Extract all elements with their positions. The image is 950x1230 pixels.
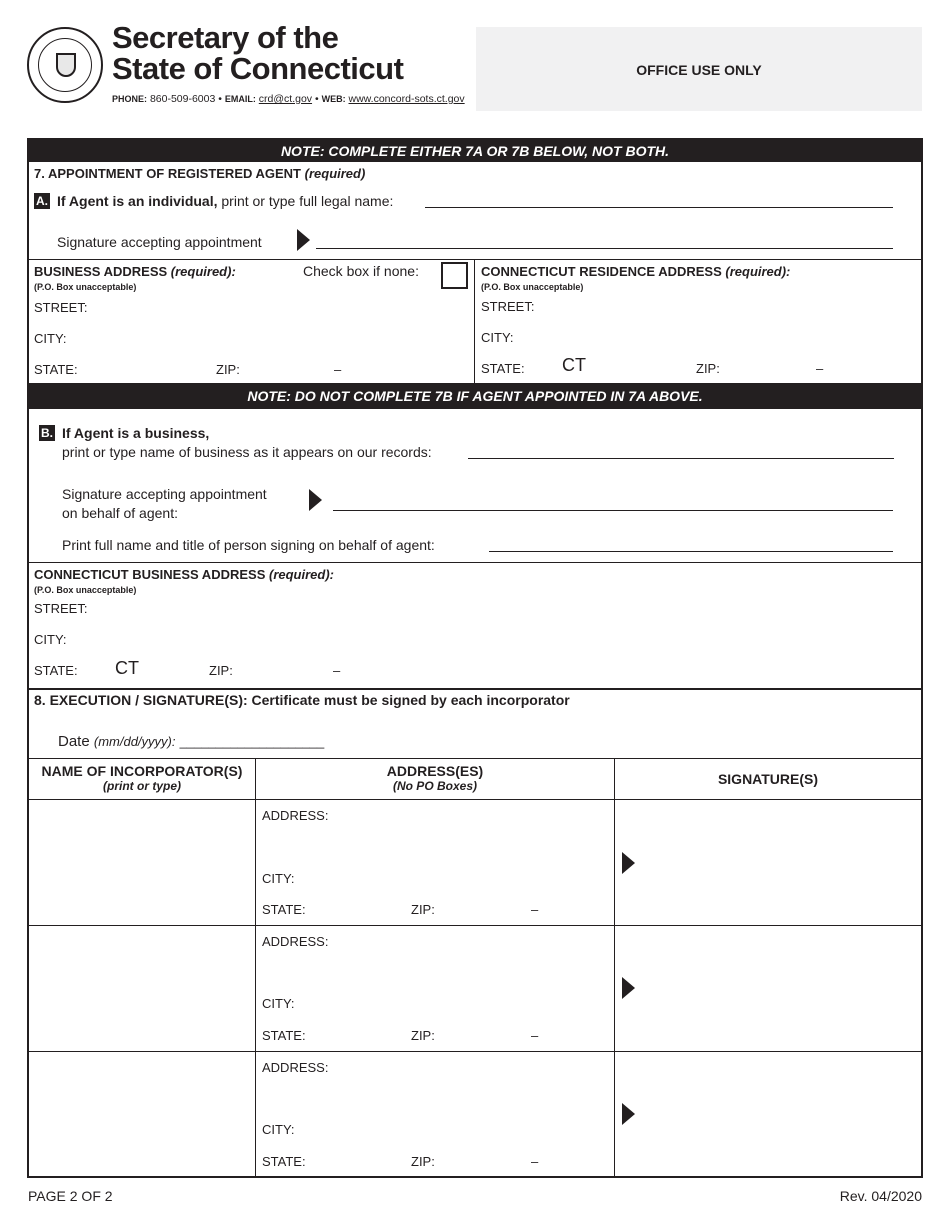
state-value-ct: CT bbox=[115, 658, 139, 678]
zip-label: ZIP: bbox=[216, 362, 240, 377]
address-label: ADDRESS: bbox=[262, 934, 329, 949]
section-a-badge: A. bbox=[36, 194, 48, 208]
web-link[interactable]: www.concord-sots.ct.gov bbox=[348, 93, 465, 105]
zip-dash: – bbox=[333, 663, 341, 678]
state-label: STATE: bbox=[34, 362, 78, 377]
city-label: CITY: bbox=[262, 1122, 295, 1137]
zip-label: ZIP: bbox=[411, 902, 435, 917]
revision-date: Rev. 04/2020 bbox=[839, 1188, 922, 1204]
signature-field-7a[interactable] bbox=[316, 248, 893, 249]
street-label: STREET: bbox=[481, 299, 535, 314]
state-value-ct: CT bbox=[562, 355, 586, 375]
contact-info: PHONE: 860-509-6003 • EMAIL: crd@ct.gov • WEB: www.concord-sots.ct.gov bbox=[112, 93, 465, 105]
street-label: STREET: bbox=[34, 601, 88, 616]
email-link[interactable]: crd@ct.gov bbox=[258, 93, 313, 105]
signature-label-7b: Signature accepting appointment bbox=[62, 486, 267, 502]
page-title: Secretary of the State of Connecticut bbox=[112, 20, 404, 86]
state-seal-logo bbox=[27, 27, 103, 103]
zip-dash: – bbox=[531, 1154, 539, 1169]
arrow-right-icon bbox=[297, 229, 310, 251]
state-label: STATE: bbox=[481, 361, 525, 376]
state-label: STATE: bbox=[262, 902, 306, 917]
signature-field-7b[interactable] bbox=[333, 510, 893, 511]
signature-field[interactable] bbox=[640, 800, 920, 925]
ct-business-address-heading: CONNECTICUT BUSINESS ADDRESS (required): bbox=[34, 567, 334, 582]
city-label: CITY: bbox=[34, 331, 67, 346]
address-label: ADDRESS: bbox=[262, 1060, 329, 1075]
zip-dash: – bbox=[816, 361, 824, 376]
state-label: STATE: bbox=[262, 1154, 306, 1169]
section7-heading: 7. APPOINTMENT OF REGISTERED AGENT (required) bbox=[34, 166, 366, 181]
incorporator-name-field[interactable] bbox=[29, 800, 255, 925]
section-b-badge: B. bbox=[41, 426, 53, 440]
agent-business-label: If Agent is a business, bbox=[62, 425, 210, 441]
checkbox-label: Check box if none: bbox=[303, 263, 419, 279]
section8-heading: 8. EXECUTION / SIGNATURE(S): Certificate must be signed by each incorporator bbox=[34, 692, 570, 708]
incorporator-name-field[interactable] bbox=[29, 926, 255, 1051]
signature-label-7a: Signature accepting appointment bbox=[57, 234, 262, 250]
po-note: (P.O. Box unacceptable) bbox=[34, 585, 137, 595]
print-name-field[interactable] bbox=[489, 551, 893, 552]
business-name-field[interactable] bbox=[468, 458, 894, 459]
street-label: STREET: bbox=[34, 300, 88, 315]
zip-dash: – bbox=[531, 1028, 539, 1043]
column-header-address: ADDRESS(ES) (No PO Boxes) bbox=[386, 763, 484, 793]
address-label: ADDRESS: bbox=[262, 808, 329, 823]
incorporator-name-field[interactable] bbox=[29, 1052, 255, 1177]
no-business-address-checkbox[interactable] bbox=[441, 262, 468, 289]
agent-individual-label: If Agent is an individual, print or type full legal name: bbox=[57, 193, 394, 209]
signature-label-7b-line2: on behalf of agent: bbox=[62, 505, 178, 521]
note-bar-top: NOTE: COMPLETE EITHER 7A OR 7B BELOW, NOT BOTH. bbox=[29, 140, 921, 162]
po-note: (P.O. Box unacceptable) bbox=[34, 282, 137, 292]
zip-label: ZIP: bbox=[209, 663, 233, 678]
date-field[interactable]: Date (mm/dd/yyyy): ____________________ bbox=[58, 733, 325, 750]
city-label: CITY: bbox=[34, 632, 67, 647]
arrow-right-icon bbox=[309, 489, 322, 511]
zip-label: ZIP: bbox=[411, 1028, 435, 1043]
page-number: PAGE 2 OF 2 bbox=[28, 1188, 113, 1204]
column-header-name: NAME OF INCORPORATOR(S) (print or type) bbox=[41, 763, 243, 793]
office-use-box: OFFICE USE ONLY bbox=[476, 27, 922, 111]
business-address-heading: BUSINESS ADDRESS (required): bbox=[34, 264, 236, 279]
po-note: (P.O. Box unacceptable) bbox=[481, 282, 584, 292]
city-label: CITY: bbox=[262, 996, 295, 1011]
city-label: CITY: bbox=[481, 330, 514, 345]
zip-label: ZIP: bbox=[696, 361, 720, 376]
print-name-label: Print full name and title of person signing on behalf of agent: bbox=[62, 537, 435, 553]
city-label: CITY: bbox=[262, 871, 295, 886]
zip-label: ZIP: bbox=[411, 1154, 435, 1169]
arrow-right-icon bbox=[622, 852, 635, 874]
signature-field[interactable] bbox=[640, 1052, 920, 1177]
zip-dash: – bbox=[334, 362, 342, 377]
arrow-right-icon bbox=[622, 1103, 635, 1125]
state-label: STATE: bbox=[34, 663, 78, 678]
note-bar-mid: NOTE: DO NOT COMPLETE 7B IF AGENT APPOINTED IN 7A ABOVE. bbox=[29, 383, 921, 409]
zip-dash: – bbox=[531, 902, 539, 917]
signature-field[interactable] bbox=[640, 926, 920, 1051]
residence-address-heading: CONNECTICUT RESIDENCE ADDRESS (required): bbox=[481, 264, 791, 279]
agent-legal-name-field[interactable] bbox=[425, 207, 893, 208]
arrow-right-icon bbox=[622, 977, 635, 999]
state-label: STATE: bbox=[262, 1028, 306, 1043]
business-name-label: print or type name of business as it appears on our records: bbox=[62, 444, 432, 460]
column-header-signature: SIGNATURE(S) bbox=[717, 771, 819, 787]
